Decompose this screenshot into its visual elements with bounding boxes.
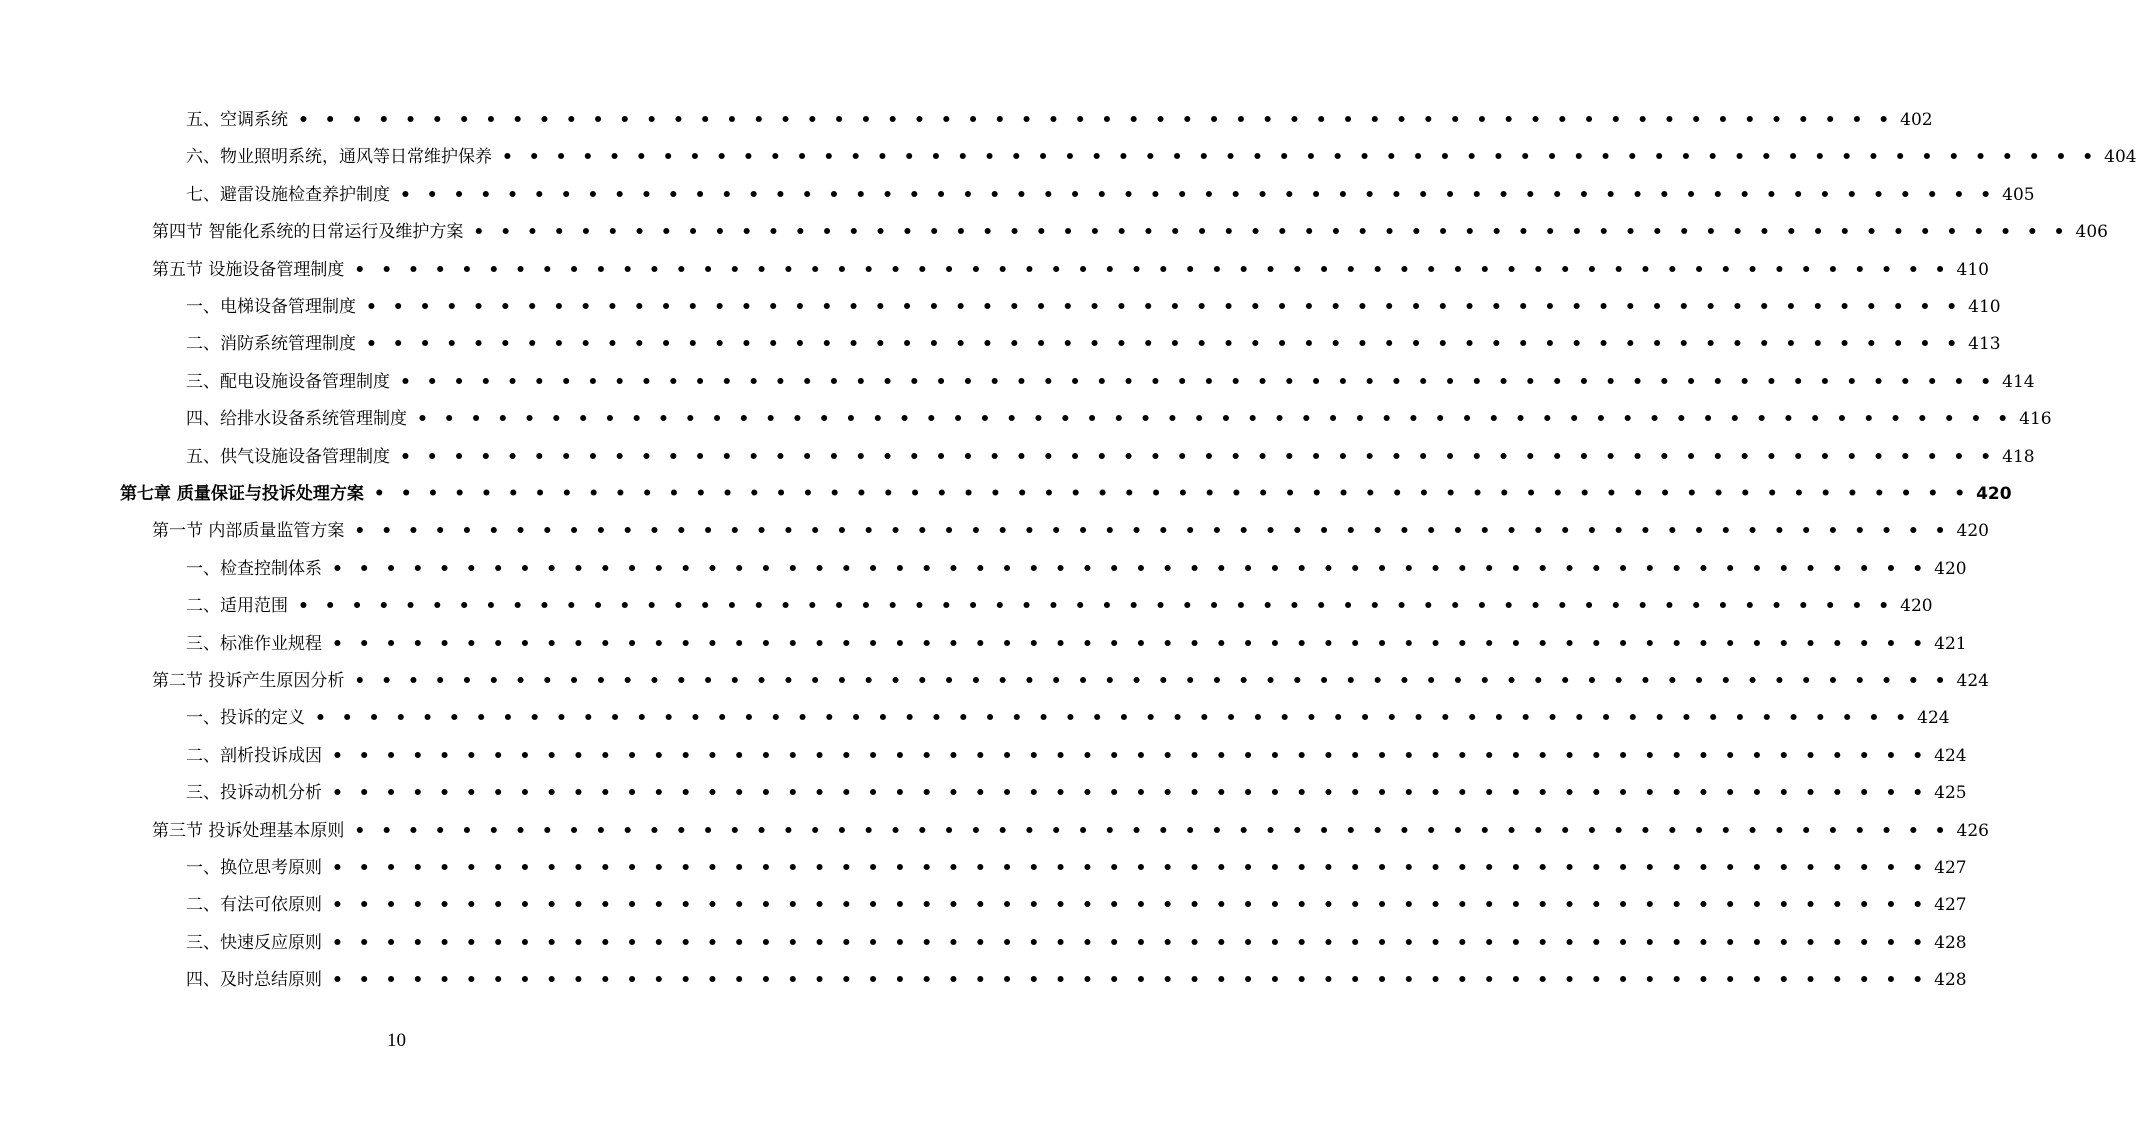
toc-entry[interactable]	[186, 778, 1967, 808]
toc-entry-page: 410	[1968, 297, 2001, 317]
toc-entry-page: 425	[1934, 783, 1967, 804]
toc-entry[interactable]	[186, 404, 2052, 434]
toc-entry-page: 402	[1900, 110, 1933, 130]
dot-leader: • • • • • • • • • • • • • • • • • • • • • • • • • • • • • • • • • • • • • • • • • • • • • • • • • • • • • • • • • • • •	[354, 820, 1951, 841]
dot-leader: • • • • • • • • • • • • • • • • • • • • • • • • • • • • • • • • • • • • • • • • • • • • • • • • • • • • • • • • • • • •	[400, 446, 1997, 467]
toc-entry-title: 五、空调系统	[186, 110, 288, 130]
toc-entry[interactable]	[152, 516, 1989, 546]
dot-leader: • • • • • • • • • • • • • • • • • • • • • • • • • • • • • • • • • • • • • • • • • • • • • • • • • • • • • • • • • • • •	[332, 558, 1929, 579]
toc-entry-page: 404	[2104, 147, 2137, 168]
toc-entry[interactable]	[152, 255, 1989, 285]
toc-entry-title: 第四节 智能化系统的日常运行及维护方案	[152, 222, 464, 243]
dot-leader: • • • • • • • • • • • • • • • • • • • • • • • • • • • • • • • • • • • • • • • • • • • • • • • • • • • • • • • • • • • •	[373, 484, 1971, 504]
toc-entry-title: 三、标准作业规程	[186, 633, 322, 654]
dot-leader: • • • • • • • • • • • • • • • • • • • • • • • • • • • • • • • • • • • • • • • • • • • • • • • • • • • • • • • • • • • •	[332, 970, 1929, 991]
toc-entry-title: 二、剖析投诉成因	[186, 745, 322, 766]
toc-entry-title: 第一节 内部质量监管方案	[152, 521, 345, 542]
toc-entry[interactable]	[186, 292, 2001, 322]
toc-entry-title: 第二节 投诉产生原因分析	[152, 671, 345, 691]
toc-entry[interactable]	[152, 666, 1989, 696]
dot-leader: • • • • • • • • • • • • • • • • • • • • • • • • • • • • • • • • • • • • • • • • • • • • • • • • • • • • • • • • • • • •	[473, 222, 2070, 243]
toc-entry-title: 六、物业照明系统，通风等日常维护保养	[186, 147, 492, 168]
dot-leader: • • • • • • • • • • • • • • • • • • • • • • • • • • • • • • • • • • • • • • • • • • • • • • • • • • • • • • • • • • • •	[354, 521, 1951, 542]
page-number: 10	[387, 1030, 406, 1051]
toc-entry[interactable]	[186, 890, 1967, 920]
toc-entry-title: 二、消防系统管理制度	[186, 334, 356, 355]
toc-entry-title: 一、投诉的定义	[186, 708, 305, 729]
toc-entry-page: 428	[1934, 970, 1967, 991]
toc-entry-page: 426	[1956, 820, 1989, 841]
dot-leader: • • • • • • • • • • • • • • • • • • • • • • • • • • • • • • • • • • • • • • • • • • • • • • • • • • • • • • • • • • • •	[417, 409, 2014, 430]
dot-leader: • • • • • • • • • • • • • • • • • • • • • • • • • • • • • • • • • • • • • • • • • • • • • • • • • • • • • • • • • • • •	[502, 147, 2099, 168]
toc-entry-title: 二、适用范围	[186, 596, 288, 617]
toc-entry-title: 一、检查控制体系	[186, 558, 322, 579]
toc-entry-page: 406	[2075, 222, 2108, 243]
toc-entry-page: 414	[2002, 371, 2035, 392]
toc-entry-page: 420	[1976, 484, 2012, 504]
toc-entry-title: 第三节 投诉处理基本原则	[152, 820, 345, 841]
dot-leader: • • • • • • • • • • • • • • • • • • • • • • • • • • • • • • • • • • • • • • • • • • • • • • • • • • • • • • • • • • • •	[315, 708, 1912, 729]
dot-leader: • • • • • • • • • • • • • • • • • • • • • • • • • • • • • • • • • • • • • • • • • • • • • • • • • • • • • • • • • • • •	[332, 745, 1929, 766]
toc-entry-title: 第五节 设施设备管理制度	[152, 259, 345, 280]
toc-entry-page: 420	[1934, 558, 1967, 579]
toc-entry[interactable]	[186, 853, 1967, 883]
toc-entry-page: 420	[1900, 596, 1933, 617]
dot-leader: • • • • • • • • • • • • • • • • • • • • • • • • • • • • • • • • • • • • • • • • • • • • • • • • • • • • • • • • • • • •	[298, 596, 1895, 617]
dot-leader: • • • • • • • • • • • • • • • • • • • • • • • • • • • • • • • • • • • • • • • • • • • • • • • • • • • • • • • • • • • •	[332, 932, 1929, 953]
toc-entry-page: 420	[1956, 521, 1989, 542]
toc-entry-title: 三、快速反应原则	[186, 932, 322, 953]
toc-entry-title: 三、配电设施设备管理制度	[186, 371, 390, 392]
toc-entry[interactable]	[186, 180, 2035, 210]
dot-leader: • • • • • • • • • • • • • • • • • • • • • • • • • • • • • • • • • • • • • • • • • • • • • • • • • • • • • • • • • • • •	[332, 783, 1929, 804]
toc-entry-title: 一、换位思考原则	[186, 858, 322, 878]
toc-entry[interactable]	[186, 142, 2137, 172]
toc-entry-page: 427	[1934, 858, 1967, 878]
toc-entry-page: 413	[1968, 334, 2001, 355]
toc-entry-title: 三、投诉动机分析	[186, 783, 322, 804]
toc-entry-page: 418	[2002, 446, 2035, 467]
toc-entry[interactable]	[186, 442, 2035, 472]
dot-leader: • • • • • • • • • • • • • • • • • • • • • • • • • • • • • • • • • • • • • • • • • • • • • • • • • • • • • • • • • • • •	[332, 895, 1929, 916]
toc-entry[interactable]	[186, 965, 1967, 995]
toc-entry-title: 第七章 质量保证与投诉处理方案	[120, 484, 364, 504]
toc-entry-page: 428	[1934, 932, 1967, 953]
toc-entry-title: 二、有法可依原则	[186, 895, 322, 916]
dot-leader: • • • • • • • • • • • • • • • • • • • • • • • • • • • • • • • • • • • • • • • • • • • • • • • • • • • • • • • • • • • •	[332, 858, 1929, 878]
dot-leader: • • • • • • • • • • • • • • • • • • • • • • • • • • • • • • • • • • • • • • • • • • • • • • • • • • • • • • • • • • • •	[332, 633, 1929, 654]
toc-entry[interactable]	[186, 367, 2035, 397]
toc-entry-page: 424	[1917, 708, 1950, 729]
dot-leader: • • • • • • • • • • • • • • • • • • • • • • • • • • • • • • • • • • • • • • • • • • • • • • • • • • • • • • • • • • • •	[298, 110, 1895, 130]
toc-entry-title: 七、避雷设施检查养护制度	[186, 184, 390, 205]
toc-entry-page: 416	[2019, 409, 2052, 430]
toc-entry-title: 四、及时总结原则	[186, 970, 322, 991]
toc-entry-page: 410	[1956, 259, 1989, 280]
toc-entry-title: 五、供气设施设备管理制度	[186, 446, 390, 467]
toc-entry-title: 四、给排水设备系统管理制度	[186, 409, 407, 430]
dot-leader: • • • • • • • • • • • • • • • • • • • • • • • • • • • • • • • • • • • • • • • • • • • • • • • • • • • • • • • • • • • •	[400, 371, 1997, 392]
toc-entry[interactable]	[120, 479, 2012, 509]
toc-entry-page: 405	[2002, 184, 2035, 205]
toc-entry-page: 427	[1934, 895, 1967, 916]
toc-entry[interactable]	[186, 105, 1933, 135]
toc-entry[interactable]	[152, 217, 2108, 247]
dot-leader: • • • • • • • • • • • • • • • • • • • • • • • • • • • • • • • • • • • • • • • • • • • • • • • • • • • • • • • • • • • •	[400, 184, 1997, 205]
toc-entry-page: 424	[1934, 745, 1967, 766]
dot-leader: • • • • • • • • • • • • • • • • • • • • • • • • • • • • • • • • • • • • • • • • • • • • • • • • • • • • • • • • • • • •	[366, 334, 1963, 355]
dot-leader: • • • • • • • • • • • • • • • • • • • • • • • • • • • • • • • • • • • • • • • • • • • • • • • • • • • • • • • • • • • •	[354, 259, 1951, 280]
toc-entry[interactable]	[186, 703, 1950, 733]
dot-leader: • • • • • • • • • • • • • • • • • • • • • • • • • • • • • • • • • • • • • • • • • • • • • • • • • • • • • • • • • • • •	[354, 671, 1951, 691]
toc-entry-page: 424	[1956, 671, 1989, 691]
toc-entry[interactable]	[186, 329, 2001, 359]
toc-entry[interactable]	[186, 554, 1967, 584]
dot-leader: • • • • • • • • • • • • • • • • • • • • • • • • • • • • • • • • • • • • • • • • • • • • • • • • • • • • • • • • • • • •	[366, 297, 1963, 317]
toc-entry-title: 一、电梯设备管理制度	[186, 297, 356, 317]
toc-entry[interactable]	[186, 629, 1967, 659]
toc-entry-page: 421	[1934, 633, 1967, 654]
toc-entry[interactable]	[186, 741, 1967, 771]
toc-entry[interactable]	[186, 928, 1967, 958]
toc-entry[interactable]	[152, 816, 1989, 846]
toc-entry[interactable]	[186, 591, 1933, 621]
